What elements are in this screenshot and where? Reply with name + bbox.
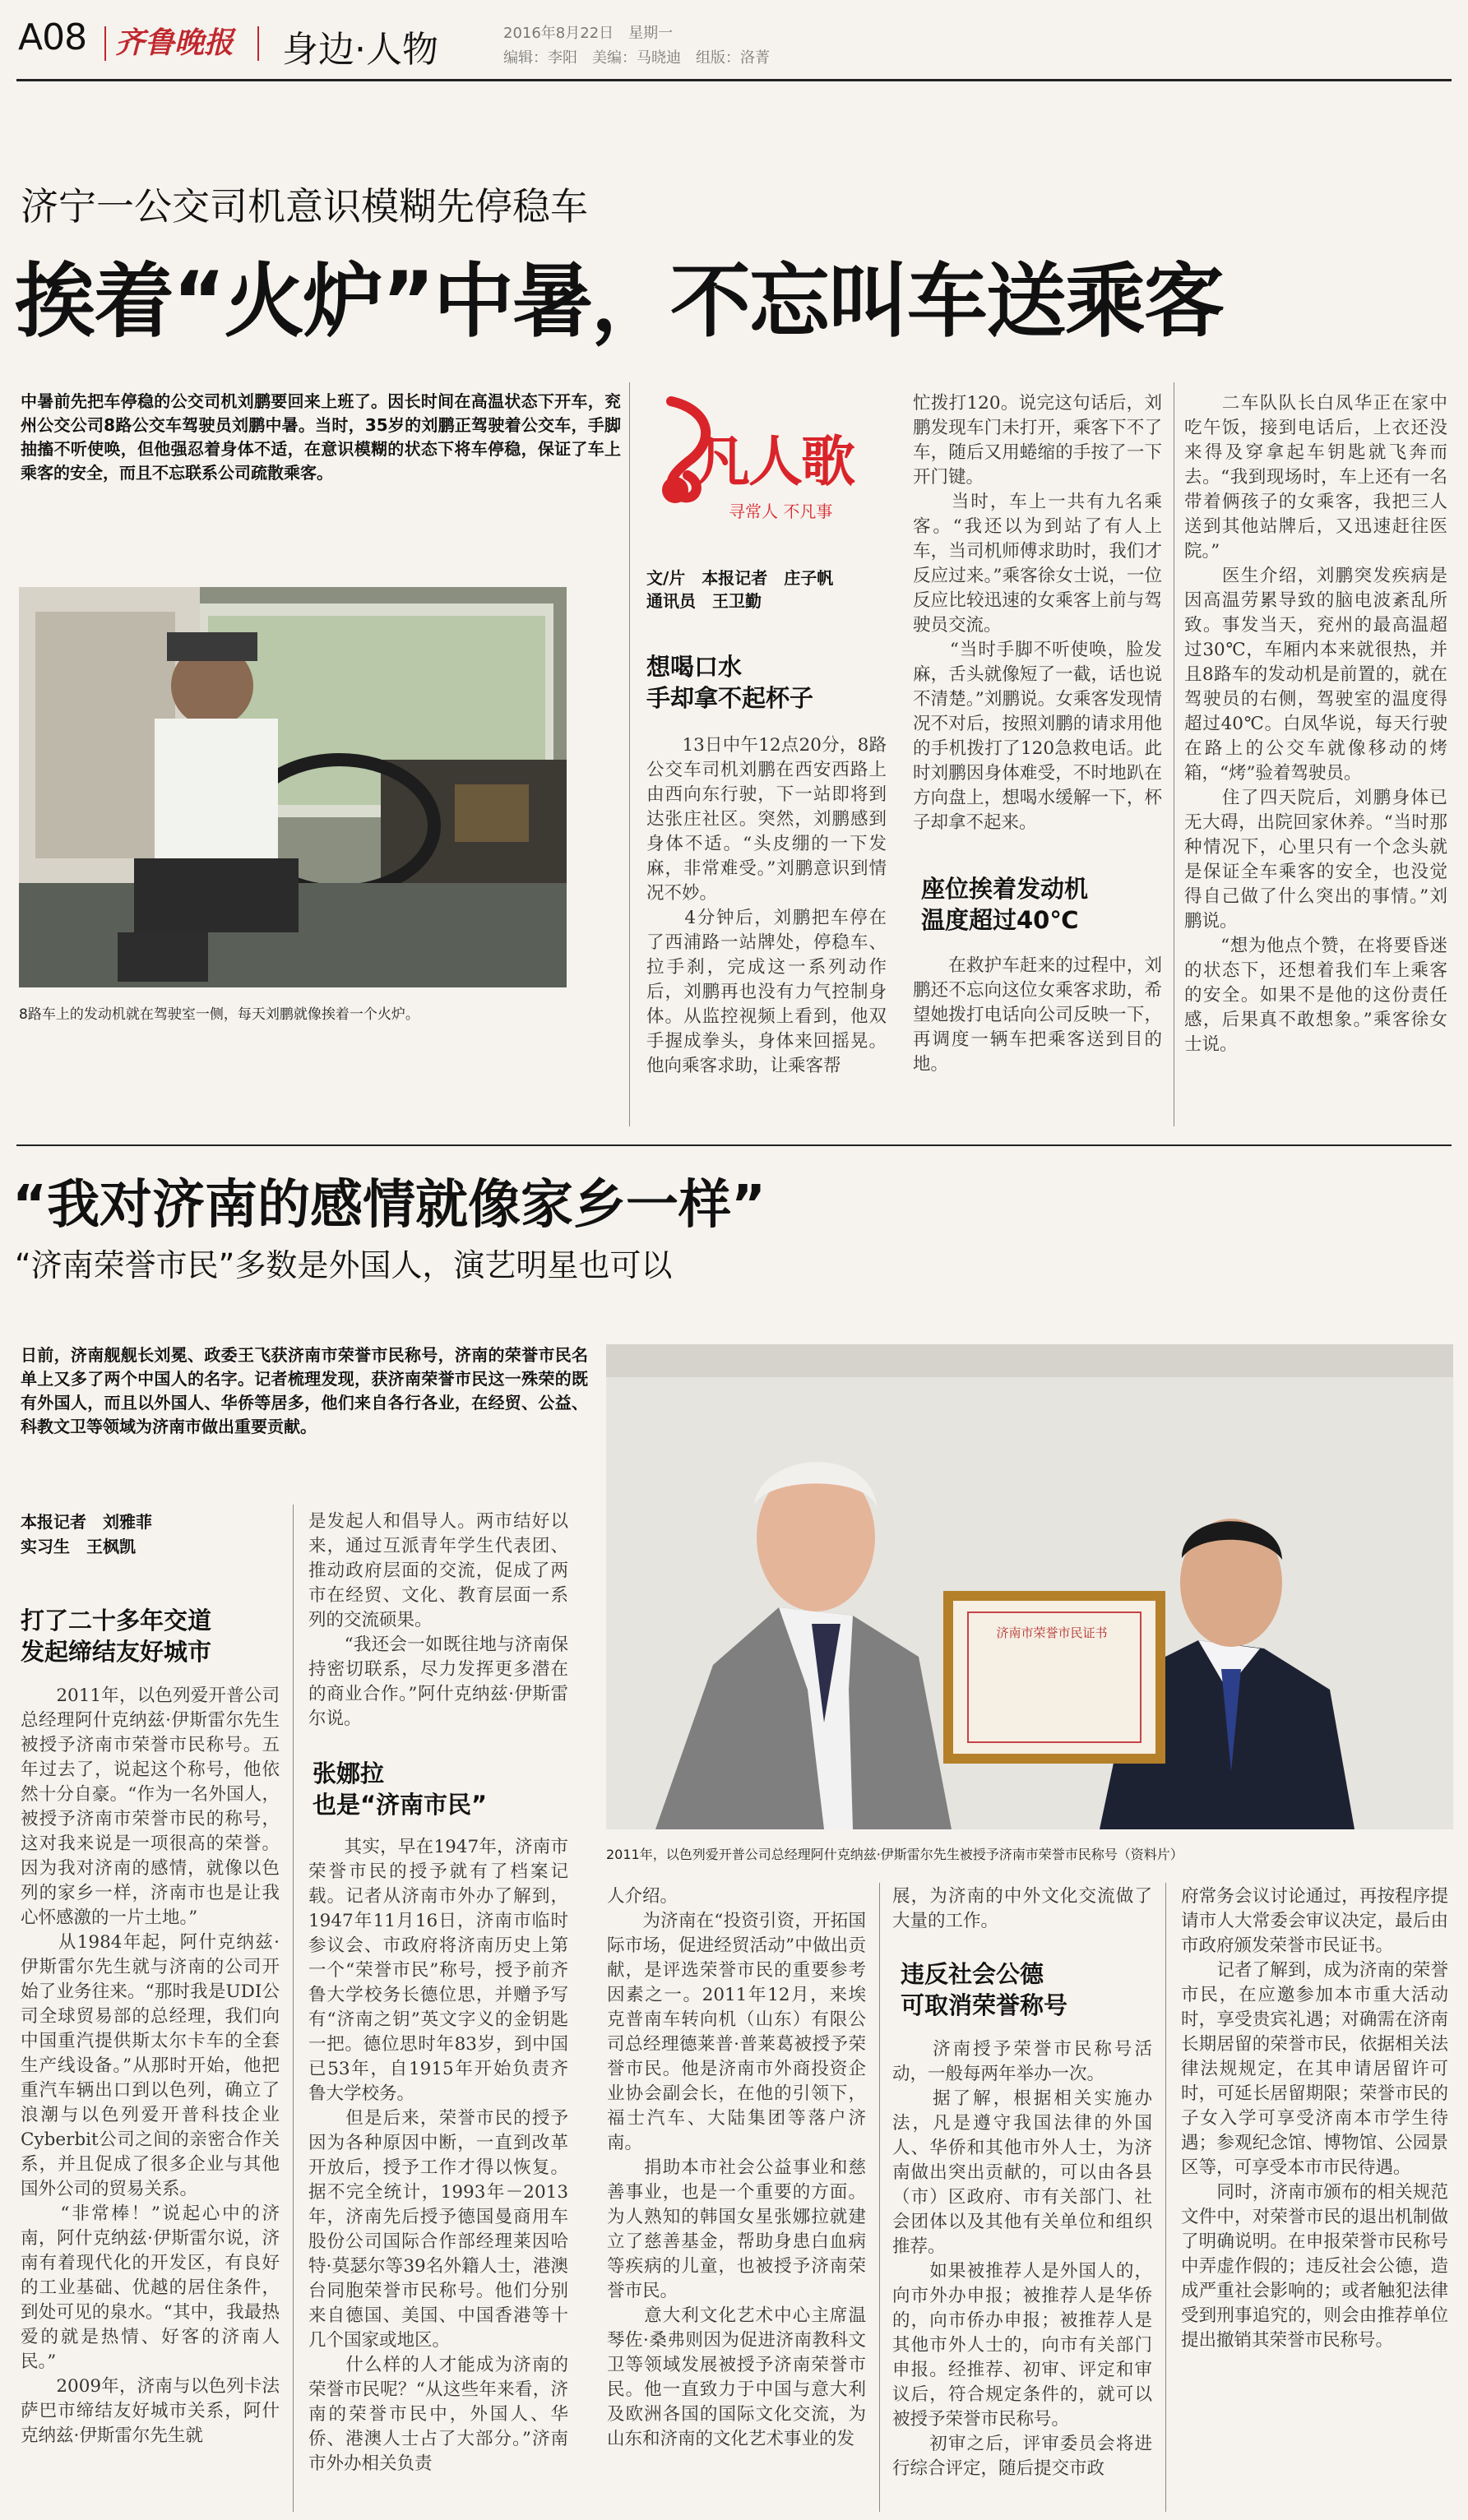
paper-logo: 齐鲁晚报: [115, 25, 234, 60]
masthead-rule: [16, 79, 1452, 81]
story1-lead: 中暑前先把车停稳的公交司机刘鹏要回来上班了。因长时间在高温状态下开车，兖州公交公司8路公交车驾驶员刘鹏中暑。当时，35岁的刘鹏正驾驶着公交车，手脚抽搐不听使唤，但他强忍着身体不适，在意识模糊的状态下将车停稳，保证了车上乘客的安全，而且不忘联系公司疏散乘客。: [21, 391, 621, 483]
story2-lead: 日前，济南舰舰长刘冕、政委王飞获济南市荣誉市民称号，济南的荣誉市民名单上又多了两个中国人的名字。记者梳理发现，获济南荣誉市民这一殊荣的既有外国人，而且以外国人、华侨等居多，他们来自各行各业，在经贸、公益、科教文卫等领域为济南市做出重要贡献。: [21, 1345, 588, 1436]
masthead-divider: [104, 26, 106, 61]
page-number: A08: [18, 16, 87, 58]
story1-subhead-1: 想喝口水 手却拿不起杯子: [646, 653, 814, 712]
ceremony-illustration: [606, 1344, 1453, 1829]
story1-column-2b: 在救护车赶来的过程中，刘鹏还不忘向这位女乘客求助，希望她拨打电话向公司反映一下，再调度一辆车把乘客送到目的地。: [913, 955, 1162, 1075]
bus-driver-photo: [19, 587, 567, 987]
story1-column-3: 二车队队长白凤华正在家中吃午饭，接到电话后，上衣还没来得及穿拿起车钥匙就飞奔而去。“我到现场时，车上还有一名带着俩孩子的女乘客，我把三人送到其他站牌后，又迅速赶往医院。” 医生介绍，刘鹏突发疾病是因高温劳累导致的脑电波紊乱所致。事发当天，兖州的最高温超过30℃，车厢内本来就很热，并且8路车的发动机是前置的，就在驾驶员的右侧，驾驶室的温度得超过40℃。白凤华说，每天行驶在路上的公交车就像移动的烤箱，“烤”验着驾驶员。 住了四天院后，刘鹏身体已无大碍，出院回家休养。“当时那种情况下，心里只有一个念头就是保证全车乘客的安全，也没觉得自己做了什么突出的事情。”刘鹏说。 “想为他点个赞，在将要昏迷的状态下，还想着我们车上乘客的安全。如果不是他的这份责任感，后果真不敢想象。”乘客徐女士说。: [1184, 393, 1447, 1055]
story2-column-3: 人介绍。 为济南在“投资引资，开拓国际市场，促进经贸活动”中做出贡献，是评选荣誉市民的重要参考因素之一。2011年12月，来埃克普南车转向机（山东）有限公司总经理德莱普·普莱葛被授予荣誉市民。他是济南市外商投资企业协会副会长，在他的引领下，福士汽车、大陆集团等落户济南。 捐助本市社会公益事业和慈善事业，也是一个重要的方面。为人熟知的韩国女星张娜拉就建立了慈善基金，帮助身患白血病等疾病的儿童，也被授予济南荣誉市民。 意大利文化艺术中心主席温琴佐·桑弗则因为促进济南教科文卫等领域发展被授予济南荣誉市民。他一直致力于中国与意大利及欧洲各国的国际文化交流，为山东和济南的文化艺术事业的发: [607, 1886, 866, 2449]
certificate-title: 济南市荣誉市民证书: [996, 1625, 1108, 1640]
column-divider: [293, 1505, 294, 2512]
story2-column-2b: 其实，早在1947年，济南市荣誉市民的授予就有了档案记载。记者从济南市外办了解到，1947年11月16日，济南市临时参议会、市政府将济南历史上第一个“荣誉市民”称号，授予前齐鲁大学校务长德位思，并赠予写有“济南之钥”英文字义的金钥匙一把。德位思时年83岁，到中国已53年，自1915年开始负责齐鲁大学校务。 但是后来，荣誉市民的授予因为各种原因中断，一直到改革开放后，授予工作才得以恢复。据不完全统计，1993年－2013年，济南先后授予德国曼商用车股份公司国际合作部经理莱因哈特·莫瑟尔等39名外籍人士，港澳台同胞荣誉市民称号。他们分别来自德国、美国、中国香港等十几个国家或地区。 什么样的人才能成为济南的荣誉市民呢？“从这些年来看，济南的荣誉市民中，外国人、华侨、港澳人士占了大部分。”济南市外办相关负责: [308, 1837, 568, 2474]
column-divider: [1165, 1883, 1166, 2512]
logo-text: 凡人歌: [696, 430, 854, 493]
story-separator: [16, 1144, 1452, 1146]
story1-column-1: 13日中午12点20分，8路公交车司机刘鹏在西安西路上由西向东行驶，下一站即将到达张庄社区。突然，刘鹏感到身体不适。“头皮绷的一下发麻，非常难受。”刘鹏意识到情况不妙。 4分钟后，刘鹏把车停在了西浦路一站牌处，停稳车、拉手刹，完成这一系列动作后，刘鹏再也没有力气控制身体。从监控视频上看到，他双手握成拳头，身体来回摇晃。他向乘客求助，让乘客帮: [646, 735, 887, 1076]
story2-headline: “我对济南的感情就像家乡一样”: [12, 1175, 766, 1236]
story1-headline: 挨着“火炉”中暑，不忘叫车送乘客: [15, 255, 1223, 349]
logo-tagline: 寻常人 不凡事: [729, 502, 833, 521]
story2-column-5: 府常务会议讨论通过，再按程序提请市人大常委会审议决定，最后由市政府颁发荣誉市民证书。 记者了解到，成为济南的荣誉市民，在应邀参加本市重大活动时，享受贵宾礼遇；对确需在济南长期居留的荣誉市民，依据相关法律法规规定，在其申请居留许可时，可延长居留期限；荣誉市民的子女入学可享受济南本市学生待遇；参观纪念馆、博物馆、公园景区等，可享受本市市民待遇。 同时，济南市颁布的相关规范文件中，对荣誉市民的退出机制做了明确说明。在申报荣誉市民称号中弄虚作假的；违反社会公德，造成严重社会影响的；或者触犯法律受到刑事追究的，则会由推荐单位提出撤销其荣誉市民称号。: [1181, 1886, 1448, 2351]
award-ceremony-photo: [606, 1344, 1453, 1829]
story1-byline-2: 通讯员 王卫勤: [646, 591, 762, 611]
fanrenge-column-logo: [646, 393, 897, 529]
story1-byline: 文/片 本报记者 庄子帆: [646, 568, 834, 588]
story1-kicker: 济宁一公交司机意识模糊先停稳车: [21, 184, 588, 229]
issue-date: 2016年8月22日 星期一: [503, 25, 674, 42]
masthead-divider: [257, 26, 259, 61]
section-title: 身边·人物: [282, 29, 438, 71]
story1-column-2: 忙拨打120。说完这句话后，刘鹏发现车门未打开，乘客下不了车，随后又用蜷缩的手按了一下开门键。 当时，车上一共有九名乘客。“我还以为到站了有人上车，当司机师傅求助时，我们才反应过来。”乘客徐女士说，一位反应比较迅速的女乘客上前与驾驶员交流。 “当时手脚不听使唤，脸发麻，舌头就像短了一截，话也说不清楚。”刘鹏说。女乘客发现情况不对后，按照刘鹏的请求用他的手机拨打了120急救电话。此时刘鹏因身体难受，不时地趴在方向盘上，想喝水缓解一下，杯子却拿不起来。: [913, 393, 1162, 833]
column-divider: [879, 1883, 880, 2512]
story2-deck: “济南荣誉市民”多数是外国人，演艺明星也可以: [15, 1247, 673, 1283]
story2-column-4: 展，为济南的中外文化交流做了大量的工作。: [892, 1886, 1152, 1931]
story2-byline: 本报记者 刘雅菲: [21, 1512, 152, 1532]
story2-subhead-3: 违反社会公德 可取消荣誉称号: [901, 1960, 1068, 2019]
bus-cab-illustration: [19, 587, 567, 987]
award-photo-caption: 2011年，以色列爱开普公司总经理阿什克纳兹·伊斯雷尔先生被授予济南市荣誉市民称号（资料片）: [606, 1847, 1183, 1862]
editors-credit: 编辑：李阳 美编：马晓迪 组版：洛菁: [503, 49, 770, 67]
story2-column-2: 是发起人和倡导人。两市结好以来，通过互派青年学生代表团、推动政府层面的交流，促成了两市在经贸、文化、教育层面一系列的交流硕果。 “我还会一如既往地与济南保持密切联系，尽力发挥更多潜在的商业合作。”阿什克纳兹·伊斯雷尔说。: [308, 1511, 568, 1729]
column-divider: [629, 382, 630, 1126]
story2-subhead-1: 打了二十多年交道 发起缔结友好城市: [21, 1607, 212, 1666]
story2-column-1: 2011年，以色列爱开普公司总经理阿什克纳兹·伊斯雷尔先生被授予济南市荣誉市民称号。五年过去了，说起这个称号，他依然十分自豪。“作为一名外国人，被授予济南市荣誉市民的称号，这对我来说是一项很高的荣誉。因为我对济南的感情，就像以色列的家乡一样，济南市也是让我心怀感激的一片土地。” 从1984年起，阿什克纳兹·伊斯雷尔先生就与济南的公司开始了业务往来。“那时我是UDI公司全球贸易部的总经理，我们向中国重汽提供斯太尔卡车的全套生产线设备。”从那时开始，他把重汽车辆出口到以色列，确立了浪潮与以色列爱开普科技企业Cyberbit公司之间的亲密合作关系，并且促成了很多企业与其他国外公司的贸易关系。 “非常棒！”说起心中的济南，阿什克纳兹·伊斯雷尔说，济南有着现代化的开发区，有良好的工业基础、优越的居住条件，到处可见的泉水。“其中，我最热爱的就是热情、好客的济南人民。” 2009年，济南与以色列卡法萨巴市缔结友好城市关系，阿什克纳兹·伊斯雷尔先生就: [21, 1685, 280, 2446]
story2-byline-2: 实习生 王枫凯: [21, 1537, 136, 1556]
story2-subhead-2: 张娜拉 也是“济南市民”: [313, 1759, 488, 1819]
story2-column-4b: 济南授予荣誉市民称号活动，一般每两年举办一次。 据了解，根据相关实施办法，凡是遵守我国法律的外国人、华侨和其他市外人士，为济南做出突出贡献的，可以由各县（市）区政府、市有关部门、社会团体以及其他有关单位和组织推荐。 如果被推荐人是外国人的，向市外办申报；被推荐人是华侨的，向市侨办申报；被推荐人是其他市外人士的，向市有关部门申报。经推荐、初审、评定和审议后，符合规定条件的，就可以被授予荣誉市民称号。 初审之后，评审委员会将进行综合评定，随后提交市政: [892, 2039, 1152, 2479]
bus-photo-caption: 8路车上的发动机就在驾驶室一侧，每天刘鹏就像挨着一个火炉。: [19, 1006, 419, 1023]
story1-subhead-2: 座位挨着发动机 温度超过40℃: [921, 875, 1089, 934]
